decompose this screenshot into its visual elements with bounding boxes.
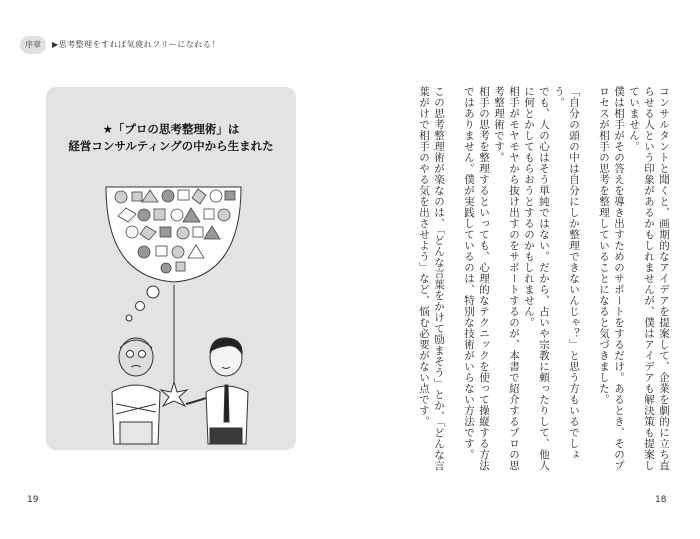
figure-caption-line2: 経営コンサルティングの中から生まれた — [68, 139, 274, 153]
figure-panel — [46, 87, 296, 450]
figure-caption — [46, 121, 296, 155]
paragraph-2: 僕は相手がその答えを導き出すためのサポートをするだけ。あるとき、そのプロセスが相手の思考を整理していることになると気づきました。 — [598, 86, 625, 471]
paragraph-7: この思考整理術が楽なのは、「どんな言葉をかけて励まそう」とか、「どんな言葉がけで相手のやる気を出させよう」など、悩む必要がない点です。 — [418, 86, 445, 472]
right-page — [350, 0, 700, 539]
person-handshake — [186, 338, 248, 444]
chapter-badge: 序章 — [20, 36, 46, 54]
running-header: ▶思考整理をすれば気疲れフリーになれる！ — [52, 40, 220, 49]
figure-caption-line1: ★「プロの思考整理術」は — [102, 122, 240, 136]
paragraph-6: 相手の思考を整理するといっても、心理的なテクニックを使って操縦する方法ではありません。僕が実践しているのは、特別な技術がいらない方法です。 — [463, 86, 490, 471]
spark-icon — [161, 382, 187, 406]
consultation-illustration — [46, 182, 296, 447]
paragraph-3: 「自分の頭の中は自分にしか整理できないんじゃ？」と思う方もいるでしょう。 — [553, 86, 580, 460]
paragraph-5: 相手がモヤモヤから抜け出すのをサポートするのが、本書で紹介するプロの思考整理術です。 — [493, 86, 520, 471]
person-arms-crossed — [112, 338, 160, 444]
page-number-right: 18 — [655, 495, 667, 505]
paragraph-1: コンサルタントと聞くと、画期的なアイデアを提案して、企業を劇的に立ち直らせる人という印象があるかもしれませんが、僕はアイデアも解決策も提案していません。 — [628, 86, 670, 471]
paragraph-4: でも、人の心はそう単純ではない。だから、占いや宗教に頼ったりして、他人に何とかしてもらおうとするのかもしれません。 — [523, 86, 550, 471]
page-number-left: 19 — [27, 495, 39, 505]
